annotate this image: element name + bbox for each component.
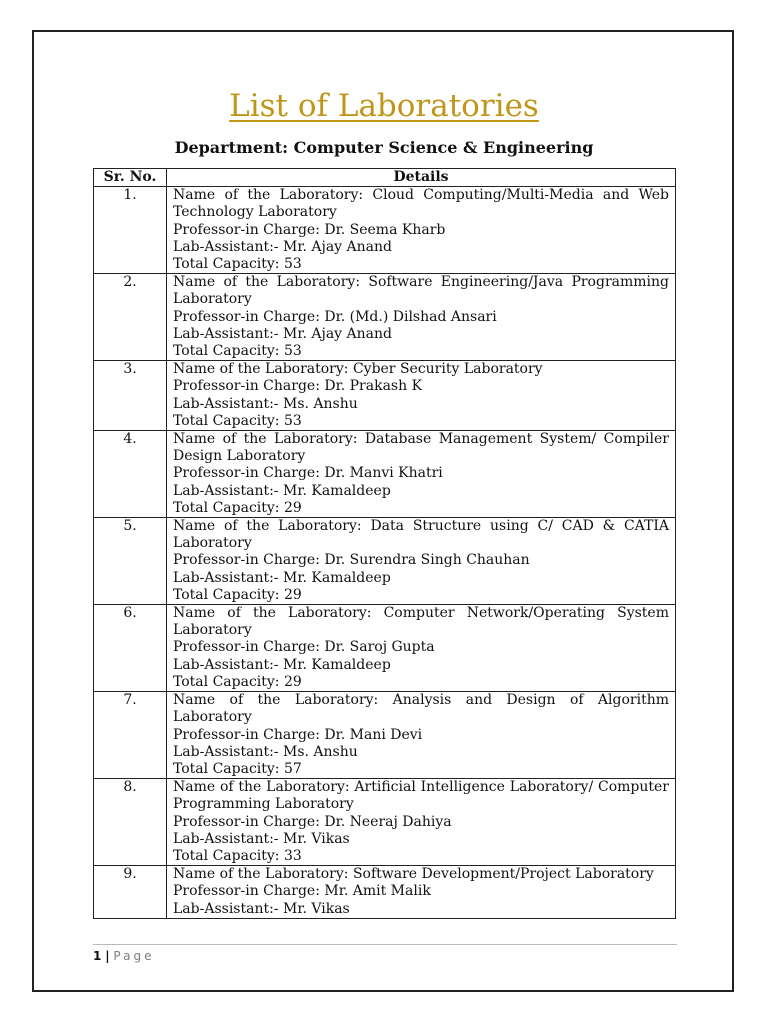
page-label: Page: [113, 949, 155, 963]
details-line: Total Capacity: 33: [173, 847, 302, 864]
details-line: Name of the Laboratory: Artificial Intelligence Laboratory/ Computer Programming Laboratory: [173, 779, 669, 813]
table-header-row: [94, 169, 676, 187]
sr-no-cell: 6.: [94, 605, 167, 692]
details-line: Lab-Assistant:- Mr. Ajay Anand: [173, 238, 392, 255]
details-line: Total Capacity: 29: [173, 586, 302, 603]
details-line: Lab-Assistant:- Mr. Kamaldeep: [173, 569, 391, 586]
sr-no-cell: 9.: [94, 866, 167, 919]
sr-no-cell: 2.: [94, 274, 167, 361]
document-title: [0, 86, 768, 126]
table-row: [94, 779, 676, 866]
details-line: Professor-in Charge: Dr. (Md.) Dilshad Ansari: [173, 308, 497, 325]
details-line: Name of the Laboratory: Cyber Security Laboratory: [173, 361, 543, 378]
details-line: Professor-in Charge: Dr. Manvi Khatri: [173, 465, 443, 482]
details-line: Lab-Assistant:- Ms. Anshu: [173, 743, 358, 760]
details-line: Professor-in Charge: Dr. Surendra Singh Chauhan: [173, 552, 530, 569]
sr-no-cell: 4.: [94, 431, 167, 518]
details-line: Name of the Laboratory: Software Engineering/Java Programming Laboratory: [173, 274, 669, 308]
details-line: Total Capacity: 53: [173, 412, 302, 429]
details-cell: [167, 605, 676, 692]
table-row: [94, 361, 676, 431]
details-line: Total Capacity: 57: [173, 760, 302, 777]
details-line: Total Capacity: 29: [173, 499, 302, 516]
table-row: [94, 605, 676, 692]
table-row: [94, 692, 676, 779]
details-line: Name of the Laboratory: Software Development/Project Laboratory: [173, 866, 654, 883]
table-row: [94, 518, 676, 605]
details-line: Professor-in Charge: Mr. Amit Malik: [173, 883, 431, 900]
sr-no-cell: 1.: [94, 187, 167, 274]
details-line: Total Capacity: 53: [173, 256, 302, 273]
sr-no-cell: 8.: [94, 779, 167, 866]
table-row: [94, 187, 676, 274]
details-line: Lab-Assistant:- Mr. Ajay Anand: [173, 325, 392, 342]
details-cell: [167, 274, 676, 361]
page-footer: [93, 948, 154, 964]
table-row: [94, 274, 676, 361]
details-line: Professor-in Charge: Dr. Prakash K: [173, 378, 423, 395]
laboratories-table: [93, 168, 676, 919]
details-line: Professor-in Charge: Dr. Seema Kharb: [173, 221, 446, 238]
details-line: Professor-in Charge: Dr. Mani Devi: [173, 726, 423, 743]
details-line: Name of the Laboratory: Analysis and Design of Algorithm Laboratory: [173, 692, 669, 726]
details-line: Name of the Laboratory: Computer Network/Operating System Laboratory: [173, 605, 669, 639]
sr-no-cell: 5.: [94, 518, 167, 605]
details-line: Lab-Assistant:- Mr. Vikas: [173, 900, 350, 917]
details-cell: [167, 187, 676, 274]
sr-no-cell: 7.: [94, 692, 167, 779]
details-cell: [167, 431, 676, 518]
footer-rule: [93, 944, 677, 945]
details-line: Professor-in Charge: Dr. Neeraj Dahiya: [173, 813, 452, 830]
page-number: 1: [93, 949, 102, 963]
details-cell: [167, 361, 676, 431]
details-line: Lab-Assistant:- Mr. Kamaldeep: [173, 656, 391, 673]
details-line: Name of the Laboratory: Data Structure using C/ CAD & CATIA Laboratory: [173, 518, 669, 552]
details-line: Lab-Assistant:- Ms. Anshu: [173, 395, 358, 412]
footer-separator: |: [105, 949, 110, 963]
table-row: [94, 431, 676, 518]
details-line: Lab-Assistant:- Mr. Kamaldeep: [173, 482, 391, 499]
details-line: Total Capacity: 53: [173, 343, 302, 360]
details-line: Name of the Laboratory: Cloud Computing/Multi-Media and Web Technology Laboratory: [173, 187, 669, 221]
header-sr-no: Sr. No.: [94, 169, 167, 187]
header-details: Details: [167, 169, 676, 187]
details-line: Name of the Laboratory: Database Management System/ Compiler Design Laboratory: [173, 431, 669, 465]
department-heading: Department: Computer Science & Engineering: [174, 138, 594, 157]
details-line: Lab-Assistant:- Mr. Vikas: [173, 830, 350, 847]
document-title-text: List of Laboratories: [229, 88, 539, 124]
sr-no-cell: 3.: [94, 361, 167, 431]
details-cell: [167, 779, 676, 866]
details-cell: [167, 866, 676, 919]
details-line: Professor-in Charge: Dr. Saroj Gupta: [173, 639, 435, 656]
table-row: [94, 866, 676, 919]
details-line: Total Capacity: 29: [173, 673, 302, 690]
details-cell: [167, 518, 676, 605]
details-cell: [167, 692, 676, 779]
